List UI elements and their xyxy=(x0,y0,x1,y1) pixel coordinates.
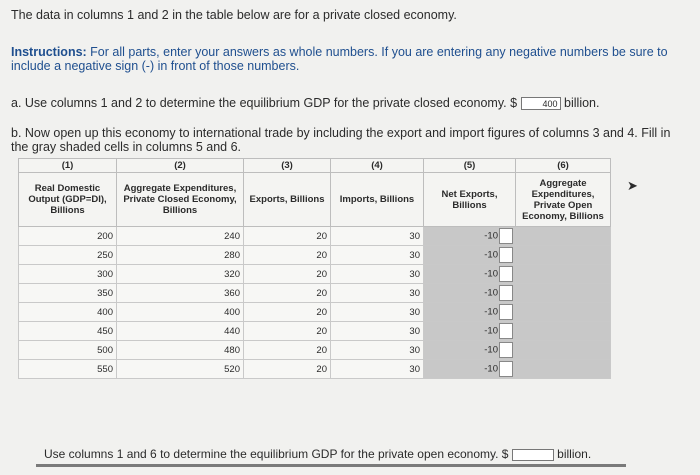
data-table xyxy=(18,158,610,379)
cell-gdp: 500 xyxy=(19,341,117,360)
cell-gdp: 200 xyxy=(19,227,117,246)
cell-ae: 520 xyxy=(117,360,244,379)
cell-imports: 30 xyxy=(331,303,424,322)
cell-exports: 20 xyxy=(244,322,331,341)
ae-open-input[interactable] xyxy=(516,284,611,303)
part-a-suffix: billion. xyxy=(564,96,600,110)
cell-gdp: 350 xyxy=(19,284,117,303)
net-exports-input[interactable] xyxy=(424,341,516,360)
col-number-3: (3) xyxy=(244,159,331,173)
cell-gdp: 550 xyxy=(19,360,117,379)
net-exports-value: -10 xyxy=(484,363,498,375)
input-box[interactable] xyxy=(499,304,513,320)
col-number-6: (6) xyxy=(516,159,611,173)
table-row xyxy=(19,265,611,284)
net-exports-input[interactable] xyxy=(424,360,516,379)
table-row xyxy=(19,322,611,341)
cell-imports: 30 xyxy=(331,322,424,341)
net-exports-value: -10 xyxy=(484,306,498,318)
net-exports-input[interactable] xyxy=(424,246,516,265)
net-exports-value: -10 xyxy=(484,268,498,280)
col-label-ae-open: Aggregate Expenditures, Private Open Economy, Billions xyxy=(516,173,611,227)
column-label-row xyxy=(19,173,611,227)
table-row xyxy=(19,284,611,303)
cell-exports: 20 xyxy=(244,246,331,265)
part-b-question: b. Now open up this economy to international trade by including the export and import figures of columns 3 and 4. Fill in the gray shaded cells in columns 5 and 6. xyxy=(11,126,671,154)
net-exports-input[interactable] xyxy=(424,284,516,303)
cell-imports: 30 xyxy=(331,360,424,379)
part-c-suffix: billion. xyxy=(557,447,592,461)
cell-ae: 480 xyxy=(117,341,244,360)
net-exports-value: -10 xyxy=(484,230,498,242)
net-exports-input[interactable] xyxy=(424,322,516,341)
part-c-answer-input[interactable] xyxy=(512,449,554,461)
cell-ae: 320 xyxy=(117,265,244,284)
ae-open-input[interactable] xyxy=(516,322,611,341)
net-exports-input[interactable] xyxy=(424,265,516,284)
cell-imports: 30 xyxy=(331,284,424,303)
instructions xyxy=(11,45,691,73)
cell-ae: 240 xyxy=(117,227,244,246)
input-box[interactable] xyxy=(499,247,513,263)
mouse-cursor-icon: ➤ xyxy=(627,178,638,193)
net-exports-value: -10 xyxy=(484,249,498,261)
input-box[interactable] xyxy=(499,228,513,244)
table-row xyxy=(19,227,611,246)
cell-exports: 20 xyxy=(244,284,331,303)
cell-exports: 20 xyxy=(244,341,331,360)
part-c-prefix: Use columns 1 and 6 to determine the equilibrium GDP for the private open economy. $ xyxy=(44,447,509,461)
input-box[interactable] xyxy=(499,285,513,301)
column-number-row xyxy=(19,159,611,173)
ae-open-input[interactable] xyxy=(516,265,611,284)
cell-exports: 20 xyxy=(244,303,331,322)
net-exports-value: -10 xyxy=(484,287,498,299)
input-box[interactable] xyxy=(499,342,513,358)
cell-ae: 280 xyxy=(117,246,244,265)
input-box[interactable] xyxy=(499,266,513,282)
col-number-2: (2) xyxy=(117,159,244,173)
cell-ae: 360 xyxy=(117,284,244,303)
divider xyxy=(36,464,626,467)
cell-ae: 440 xyxy=(117,322,244,341)
cell-gdp: 250 xyxy=(19,246,117,265)
table-row xyxy=(19,303,611,322)
cell-imports: 30 xyxy=(331,227,424,246)
col-label-ae-closed: Aggregate Expenditures, Private Closed Economy, Billions xyxy=(117,173,244,227)
cell-imports: 30 xyxy=(331,265,424,284)
col-number-4: (4) xyxy=(331,159,424,173)
net-exports-input[interactable] xyxy=(424,227,516,246)
ae-open-input[interactable] xyxy=(516,227,611,246)
table-row xyxy=(19,360,611,379)
cell-exports: 20 xyxy=(244,360,331,379)
table-row xyxy=(19,341,611,360)
cell-ae: 400 xyxy=(117,303,244,322)
ae-open-input[interactable] xyxy=(516,360,611,379)
instructions-text: For all parts, enter your answers as whole numbers. If you are entering any negative numbers be sure to include a negative sign (-) in front of those numbers. xyxy=(11,45,668,73)
col-label-imports: Imports, Billions xyxy=(331,173,424,227)
net-exports-input[interactable] xyxy=(424,303,516,322)
ae-open-input[interactable] xyxy=(516,246,611,265)
cell-gdp: 450 xyxy=(19,322,117,341)
table-row xyxy=(19,246,611,265)
part-c-question xyxy=(44,447,591,461)
col-label-gdp: Real Domestic Output (GDP=DI), Billions xyxy=(19,173,117,227)
part-a-question xyxy=(11,96,599,110)
cell-gdp: 400 xyxy=(19,303,117,322)
input-box[interactable] xyxy=(499,361,513,377)
net-exports-value: -10 xyxy=(484,325,498,337)
cell-imports: 30 xyxy=(331,341,424,360)
part-a-prefix: a. Use columns 1 and 2 to determine the equilibrium GDP for the private closed economy. $ xyxy=(11,96,518,110)
ae-open-input[interactable] xyxy=(516,303,611,322)
ae-open-input[interactable] xyxy=(516,341,611,360)
input-box[interactable] xyxy=(499,323,513,339)
cell-exports: 20 xyxy=(244,227,331,246)
col-label-exports: Exports, Billions xyxy=(244,173,331,227)
col-number-5: (5) xyxy=(424,159,516,173)
cell-gdp: 300 xyxy=(19,265,117,284)
instructions-label: Instructions: xyxy=(11,45,87,59)
col-number-1: (1) xyxy=(19,159,117,173)
intro-text: The data in columns 1 and 2 in the table below are for a private closed economy. xyxy=(11,8,457,22)
cell-exports: 20 xyxy=(244,265,331,284)
net-exports-value: -10 xyxy=(484,344,498,356)
part-a-answer-input[interactable]: 400 xyxy=(521,97,561,110)
col-label-net-exports: Net Exports, Billions xyxy=(424,173,516,227)
cell-imports: 30 xyxy=(331,246,424,265)
